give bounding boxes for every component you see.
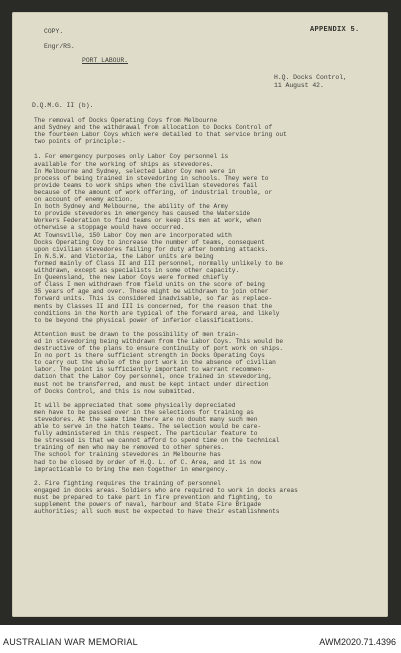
body-line: be stressed is that we cannot afford to spend time on the technical xyxy=(34,437,280,445)
appendix-label: APPENDIX 5. xyxy=(310,26,360,34)
footer-accession-number: AWM2020.71.4396 xyxy=(319,637,396,647)
body-line: At Townsville, 150 Labor Coy men are incorporated with xyxy=(34,231,232,239)
body-line: men have to be passed over in the selections for training as xyxy=(34,408,254,416)
body-line: forward units. This is considered inadvisable, so far as replace- xyxy=(34,295,273,303)
hq-address: H.Q. Docks Control, xyxy=(274,74,347,81)
addressee: D.Q.M.G. II (b). xyxy=(32,102,94,109)
body-line: upon civilian stevedores failing for duty after bombing attacks. xyxy=(34,245,269,253)
body-line: fully administered in this respect. The particular feature to xyxy=(34,430,258,438)
body-line: of Class I men withdrawn from field units on the score of being xyxy=(34,281,265,289)
body-line: dation that the Labor Coy personnel, once trained in stevedoring, xyxy=(34,373,273,381)
body-line: two points of principle:- xyxy=(34,138,126,146)
body-line: In Melbourne and Sydney, selected Labor Coy men were in xyxy=(34,167,236,175)
body-line: and Sydney and the withdrawal from allocation to Docks Control of xyxy=(34,124,273,132)
body-line: otherwise a stoppage would have occurred. xyxy=(34,224,185,232)
body-line: In N.S.W. and Victoria, the Labor units are being xyxy=(34,252,214,260)
body-line: Docks Operating Coy to increase the number of teams, consequent xyxy=(34,238,265,246)
body-line: on account of enemy action. xyxy=(34,196,133,203)
body-line: 1. For emergency purposes only Labor Coy personnel is xyxy=(34,153,229,161)
document-title: PORT LABOUR. xyxy=(82,57,129,64)
body-line: to be beyond the physical power of inferior classifications. xyxy=(34,316,254,324)
body-line: must be prepared to take part in fire prevention and fighting, to xyxy=(34,493,273,501)
body-line: 2. Fire fighting requires the training of personnel xyxy=(34,479,221,487)
footer-institution: AUSTRALIAN WAR MEMORIAL xyxy=(3,637,138,647)
body-line: must not be transferred, and must be kept intact under direction xyxy=(34,380,269,388)
body-line: 35 years of age and over. These might be withdrawn to join other xyxy=(34,288,269,296)
body-line: available for the working of ships as stevedores. xyxy=(34,160,214,168)
body-line: the fourteen Labor Coys which were detailed to that service bring out xyxy=(34,131,287,139)
body-line: ments by Classes II and III is concerned, for the reason that the xyxy=(34,302,273,310)
body-line: training of men who may be removed to other spheres. xyxy=(34,444,225,452)
body-line: had to be closed by order of H.Q. L. of C. Area, and it is now xyxy=(34,458,262,466)
body-line: supplement the powers of naval, harbour and State Fire Brigade xyxy=(34,501,262,508)
body-line: Workers Federation to find teams or keep its men at work, when xyxy=(34,217,262,225)
body-line: engaged in docks areas. Soldiers who are required to work in docks areas xyxy=(34,486,298,494)
body-line: In no port is there sufficient strength in Docks Operating Coys xyxy=(34,352,265,360)
body-line: The school for training stevedores in Melbourne has xyxy=(34,451,221,459)
body-line: ed in stevedoring being withdrawn from the Labor Coys. This would be xyxy=(34,337,284,345)
body-line: labor. The point is sufficiently important to warrant recommen- xyxy=(34,366,265,374)
body-line: authorities; all such must be expected to have their establishments xyxy=(34,508,280,516)
body-line: destructive of the plans to ensure continuity of port work on ships. xyxy=(34,345,284,352)
body-line: withdrawn, except as specialists in some other capacity. xyxy=(34,267,240,274)
body-line: process of being trained in stevedoring in schools. They were to xyxy=(34,174,269,182)
body-line: provide teams to work ships when the civilian stevedores fail xyxy=(34,181,258,189)
body-line: In Queensland, the new Labor Coys were formed chiefly xyxy=(34,274,229,282)
body-line: formed mainly of Class II and III personnel, normally unlikely to be xyxy=(34,259,284,267)
footer-bar xyxy=(0,625,401,653)
body-line: The removal of Docks Operating Coys from Melbourne xyxy=(34,117,218,124)
body-line: conditions in the North are typical of the forward area, and likely xyxy=(34,309,280,317)
body-line: to carry out the whole of the port work in the absence of civilian xyxy=(34,359,276,367)
body-line: Attention must be drawn to the possibility of men train- xyxy=(34,330,240,338)
body-line: of Docks Control, and this is now submitted. xyxy=(34,387,196,395)
reference-number: Engr/RS. xyxy=(44,43,75,50)
body-line: In both Sydney and Melbourne, the ability of the Army xyxy=(34,203,229,211)
body-line: because of the amount of work offering, of industrial trouble, or xyxy=(34,188,273,196)
body-line: able to serve in the hatch teams. The selection would be care- xyxy=(34,423,262,430)
body-line: impracticable to bring the men together in emergency. xyxy=(34,465,229,473)
document-date: 11 August 42. xyxy=(274,82,324,89)
copy-label: COPY. xyxy=(44,28,64,35)
body-line: It will be appreciated that some physically depreciated xyxy=(34,401,236,409)
document-page xyxy=(12,12,388,617)
body-line: stevedores. At the same time there are no doubt many such men xyxy=(34,415,258,423)
body-line: to provide stevedores in emergency has caused the Waterside xyxy=(34,210,251,218)
